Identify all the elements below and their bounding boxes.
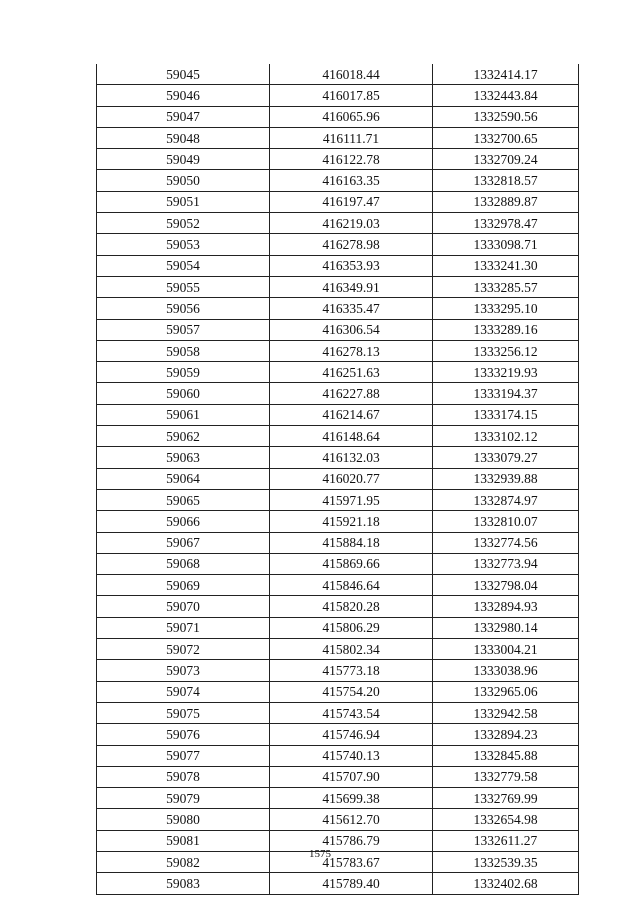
table-row [97, 766, 579, 787]
x-coordinate-cell: 416111.71 [270, 127, 433, 148]
table-row [97, 170, 579, 191]
point-id-cell: 59070 [97, 596, 270, 617]
y-coordinate-cell: 1333174.15 [433, 404, 579, 425]
point-id-cell: 59056 [97, 298, 270, 319]
y-coordinate-cell: 1332779.58 [433, 766, 579, 787]
y-coordinate-cell: 1333241.30 [433, 255, 579, 276]
x-coordinate-cell: 415743.54 [270, 702, 433, 723]
table-row [97, 489, 579, 510]
table-row [97, 149, 579, 170]
y-coordinate-cell: 1332894.23 [433, 724, 579, 745]
x-coordinate-cell: 415707.90 [270, 766, 433, 787]
table-row [97, 553, 579, 574]
point-id-cell: 59045 [97, 64, 270, 85]
table-row [97, 426, 579, 447]
x-coordinate-cell: 415884.18 [270, 532, 433, 553]
table-row [97, 702, 579, 723]
x-coordinate-cell: 415806.29 [270, 617, 433, 638]
x-coordinate-cell: 416122.78 [270, 149, 433, 170]
x-coordinate-cell: 415699.38 [270, 788, 433, 809]
point-id-cell: 59062 [97, 426, 270, 447]
x-coordinate-cell: 416148.64 [270, 426, 433, 447]
y-coordinate-cell: 1333004.21 [433, 639, 579, 660]
table-row [97, 809, 579, 830]
table-row [97, 468, 579, 489]
y-coordinate-cell: 1332611.27 [433, 830, 579, 851]
x-coordinate-cell: 416017.85 [270, 85, 433, 106]
point-id-cell: 59064 [97, 468, 270, 489]
x-coordinate-cell: 415921.18 [270, 511, 433, 532]
y-coordinate-cell: 1332539.35 [433, 851, 579, 872]
y-coordinate-cell: 1332773.94 [433, 553, 579, 574]
point-id-cell: 59055 [97, 276, 270, 297]
y-coordinate-cell: 1332774.56 [433, 532, 579, 553]
table-row [97, 276, 579, 297]
x-coordinate-cell: 416065.96 [270, 106, 433, 127]
y-coordinate-cell: 1333038.96 [433, 660, 579, 681]
y-coordinate-cell: 1333295.10 [433, 298, 579, 319]
x-coordinate-cell: 416197.47 [270, 191, 433, 212]
page-number: 1575 [309, 848, 331, 860]
x-coordinate-cell: 415786.79 [270, 830, 433, 851]
point-id-cell: 59069 [97, 575, 270, 596]
table-row [97, 64, 579, 85]
x-coordinate-cell: 416219.03 [270, 213, 433, 234]
point-id-cell: 59047 [97, 106, 270, 127]
x-coordinate-cell: 415754.20 [270, 681, 433, 702]
y-coordinate-cell: 1332443.84 [433, 85, 579, 106]
y-coordinate-cell: 1333102.12 [433, 426, 579, 447]
x-coordinate-cell: 416306.54 [270, 319, 433, 340]
point-id-cell: 59053 [97, 234, 270, 255]
x-coordinate-cell: 415612.70 [270, 809, 433, 830]
y-coordinate-cell: 1332709.24 [433, 149, 579, 170]
table-row [97, 191, 579, 212]
table-row [97, 660, 579, 681]
y-coordinate-cell: 1332402.68 [433, 873, 579, 894]
point-id-cell: 59077 [97, 745, 270, 766]
x-coordinate-cell: 416018.44 [270, 64, 433, 85]
table-row [97, 340, 579, 361]
y-coordinate-cell: 1333256.12 [433, 340, 579, 361]
table-row [97, 681, 579, 702]
point-id-cell: 59067 [97, 532, 270, 553]
y-coordinate-cell: 1332769.99 [433, 788, 579, 809]
x-coordinate-cell: 416353.93 [270, 255, 433, 276]
table-row [97, 639, 579, 660]
point-id-cell: 59080 [97, 809, 270, 830]
x-coordinate-cell: 415971.95 [270, 489, 433, 510]
point-id-cell: 59051 [97, 191, 270, 212]
point-id-cell: 59057 [97, 319, 270, 340]
table-row [97, 873, 579, 894]
y-coordinate-cell: 1332942.58 [433, 702, 579, 723]
point-id-cell: 59083 [97, 873, 270, 894]
x-coordinate-cell: 415846.64 [270, 575, 433, 596]
y-coordinate-cell: 1332700.65 [433, 127, 579, 148]
y-coordinate-cell: 1332654.98 [433, 809, 579, 830]
x-coordinate-cell: 415783.67 [270, 851, 433, 872]
x-coordinate-cell: 416335.47 [270, 298, 433, 319]
point-id-cell: 59072 [97, 639, 270, 660]
coordinates-table-body [97, 64, 579, 894]
point-id-cell: 59078 [97, 766, 270, 787]
x-coordinate-cell: 416251.63 [270, 362, 433, 383]
table-row [97, 85, 579, 106]
point-id-cell: 59059 [97, 362, 270, 383]
table-row [97, 745, 579, 766]
coordinates-table [96, 64, 579, 895]
point-id-cell: 59074 [97, 681, 270, 702]
x-coordinate-cell: 416163.35 [270, 170, 433, 191]
table-row [97, 404, 579, 425]
point-id-cell: 59065 [97, 489, 270, 510]
y-coordinate-cell: 1332965.06 [433, 681, 579, 702]
table-row [97, 617, 579, 638]
point-id-cell: 59076 [97, 724, 270, 745]
y-coordinate-cell: 1333079.27 [433, 447, 579, 468]
table-row [97, 788, 579, 809]
y-coordinate-cell: 1332889.87 [433, 191, 579, 212]
table-row [97, 511, 579, 532]
x-coordinate-cell: 415773.18 [270, 660, 433, 681]
y-coordinate-cell: 1333285.57 [433, 276, 579, 297]
table-row [97, 213, 579, 234]
point-id-cell: 59071 [97, 617, 270, 638]
x-coordinate-cell: 416227.88 [270, 383, 433, 404]
point-id-cell: 59054 [97, 255, 270, 276]
x-coordinate-cell: 415802.34 [270, 639, 433, 660]
x-coordinate-cell: 415740.13 [270, 745, 433, 766]
point-id-cell: 59066 [97, 511, 270, 532]
x-coordinate-cell: 415789.40 [270, 873, 433, 894]
point-id-cell: 59058 [97, 340, 270, 361]
y-coordinate-cell: 1332980.14 [433, 617, 579, 638]
x-coordinate-cell: 416349.91 [270, 276, 433, 297]
point-id-cell: 59061 [97, 404, 270, 425]
x-coordinate-cell: 416278.13 [270, 340, 433, 361]
table-row [97, 383, 579, 404]
point-id-cell: 59060 [97, 383, 270, 404]
point-id-cell: 59048 [97, 127, 270, 148]
table-row [97, 106, 579, 127]
table-row [97, 298, 579, 319]
y-coordinate-cell: 1333219.93 [433, 362, 579, 383]
table-row [97, 127, 579, 148]
table-row [97, 724, 579, 745]
x-coordinate-cell: 416020.77 [270, 468, 433, 489]
x-coordinate-cell: 416214.67 [270, 404, 433, 425]
x-coordinate-cell: 416278.98 [270, 234, 433, 255]
y-coordinate-cell: 1332414.17 [433, 64, 579, 85]
y-coordinate-cell: 1332818.57 [433, 170, 579, 191]
table-row [97, 596, 579, 617]
point-id-cell: 59052 [97, 213, 270, 234]
point-id-cell: 59049 [97, 149, 270, 170]
point-id-cell: 59082 [97, 851, 270, 872]
y-coordinate-cell: 1333289.16 [433, 319, 579, 340]
y-coordinate-cell: 1332978.47 [433, 213, 579, 234]
point-id-cell: 59079 [97, 788, 270, 809]
y-coordinate-cell: 1332939.88 [433, 468, 579, 489]
y-coordinate-cell: 1332874.97 [433, 489, 579, 510]
y-coordinate-cell: 1332894.93 [433, 596, 579, 617]
y-coordinate-cell: 1332798.04 [433, 575, 579, 596]
point-id-cell: 59073 [97, 660, 270, 681]
y-coordinate-cell: 1332810.07 [433, 511, 579, 532]
table-row [97, 319, 579, 340]
point-id-cell: 59046 [97, 85, 270, 106]
y-coordinate-cell: 1332590.56 [433, 106, 579, 127]
table-row [97, 255, 579, 276]
table-row [97, 362, 579, 383]
table-row [97, 532, 579, 553]
point-id-cell: 59075 [97, 702, 270, 723]
y-coordinate-cell: 1333098.71 [433, 234, 579, 255]
x-coordinate-cell: 415746.94 [270, 724, 433, 745]
x-coordinate-cell: 415820.28 [270, 596, 433, 617]
point-id-cell: 59068 [97, 553, 270, 574]
x-coordinate-cell: 416132.03 [270, 447, 433, 468]
point-id-cell: 59050 [97, 170, 270, 191]
point-id-cell: 59063 [97, 447, 270, 468]
y-coordinate-cell: 1333194.37 [433, 383, 579, 404]
point-id-cell: 59081 [97, 830, 270, 851]
x-coordinate-cell: 415869.66 [270, 553, 433, 574]
y-coordinate-cell: 1332845.88 [433, 745, 579, 766]
table-row [97, 234, 579, 255]
table-row [97, 575, 579, 596]
table-row [97, 447, 579, 468]
